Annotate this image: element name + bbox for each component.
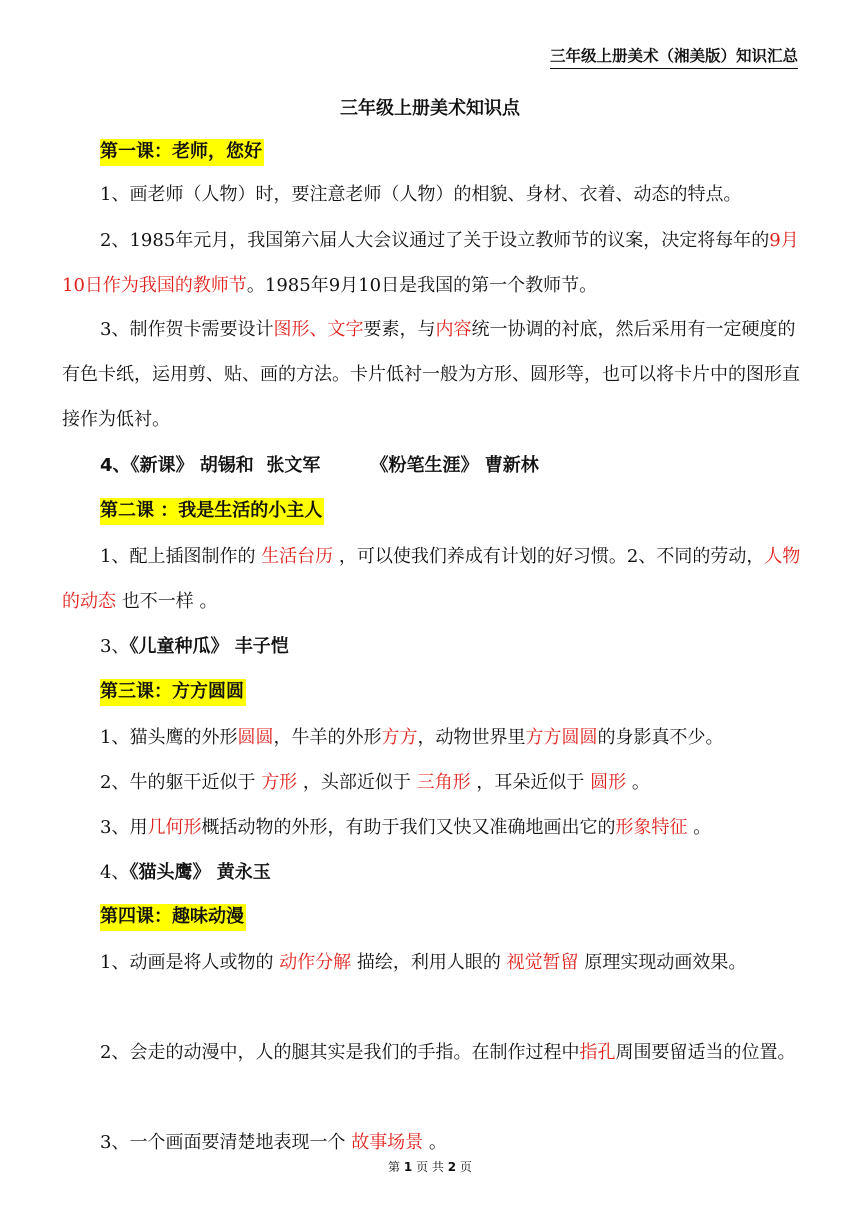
highlight-round: 圆圆 xyxy=(237,727,274,748)
highlight-story-scene: 故事场景 xyxy=(351,1132,424,1153)
lesson1-heading-line xyxy=(62,129,802,174)
text-run: 。 xyxy=(423,1132,447,1153)
highlight-finger-holes: 指孔 xyxy=(579,1042,616,1063)
artwork-title: 《猫头鹰》 黄永玉 xyxy=(129,862,271,883)
text-run: 2、1985年元月，我国第六届人大会议通过了关于设立教师节的议案，决定将每年的 xyxy=(100,230,770,251)
text-run: 概括动物的外形，有助于我们又快又准确地画出它的 xyxy=(201,817,616,838)
lesson2-heading: 第二课 ：我是生活的小主人 xyxy=(100,498,324,525)
lesson4-paragraph-1 xyxy=(62,940,802,985)
lesson3-paragraph-1 xyxy=(62,715,802,760)
highlight-triangle: 三角形 xyxy=(416,772,471,793)
footer-text: 页 xyxy=(459,1160,472,1174)
page-title: 三年级上册美术知识点 xyxy=(340,98,520,119)
lesson1-artworks: 4、《新课》 胡锡和 张文军 《粉笔生涯》 曹新林 xyxy=(100,455,539,476)
lesson1-heading: 第一课：老师，您好 xyxy=(100,139,264,166)
highlight-motion-decomposition: 动作分解 xyxy=(279,952,352,973)
text-run: 的身影真不少。 xyxy=(597,727,724,748)
text-run: ，可以使我们养成有计划的好习惯。2、不同的劳动， xyxy=(333,546,765,567)
text-run: 3、一个画面要清楚地表现一个 xyxy=(100,1132,352,1153)
text-run: ，耳朵近似于 xyxy=(470,772,591,793)
highlight-geometric: 几何形 xyxy=(147,817,202,838)
lesson1-paragraph-3 xyxy=(62,307,802,442)
text-run: 统一协调的衬底，然后采用有一定硬度的有色卡纸，运用剪、贴、画的方法。卡片低衬一般为方形、圆形等，也可以将卡片中的图形直接作为低衬。 xyxy=(62,319,800,430)
highlight-square: 方方 xyxy=(381,727,418,748)
text-run: 。 xyxy=(626,772,650,793)
text-run: 也不一样 。 xyxy=(116,591,218,612)
text-run: 要素，与 xyxy=(363,319,436,340)
text-run: 。1985年9月10日是我国的第一个教师节。 xyxy=(246,275,598,296)
text-run: 描绘，利用人眼的 xyxy=(351,952,507,973)
text-run: 1、配上插图制作的 xyxy=(100,546,262,567)
lesson3-paragraph-2 xyxy=(62,760,802,805)
text-run: ，牛羊的外形 xyxy=(273,727,382,748)
highlight-calendar: 生活台历 xyxy=(261,546,334,567)
highlight-content: 内容 xyxy=(435,319,472,340)
footer-text: 页 共 xyxy=(416,1160,444,1174)
lesson2-heading-line xyxy=(62,488,802,533)
lesson1-paragraph-1: 1、画老师（人物）时，要注意老师（人物）的相貌、身材、衣着、动态的特点。 xyxy=(100,184,742,205)
text-run: 1、动画是将人或物的 xyxy=(100,952,280,973)
highlight-circle: 圆形 xyxy=(590,772,627,793)
text-run: 3、制作贺卡需要设计 xyxy=(100,319,274,340)
lesson4-heading-line xyxy=(62,894,802,939)
lesson3-artworks xyxy=(62,850,802,895)
text-run: 。 xyxy=(687,817,712,838)
text-run: 周围要留适当的位置。 xyxy=(615,1042,796,1063)
lesson3-paragraph-3 xyxy=(62,805,802,850)
text-run: ，动物世界里 xyxy=(417,727,526,748)
highlight-square-round: 方方圆圆 xyxy=(525,727,598,748)
text-run: ，头部近似于 xyxy=(297,772,417,793)
highlight-teachers-day: 9月10日作为我国的教师节 xyxy=(62,230,799,296)
page-total: 2 xyxy=(447,1160,457,1174)
text-run: 2、牛的躯干近似于 xyxy=(100,772,262,793)
footer-text: 第 xyxy=(388,1160,401,1174)
text-run: 原理实现动画效果。 xyxy=(578,952,747,973)
highlight-square-shape: 方形 xyxy=(261,772,298,793)
highlight-graphics-text: 图形、文字 xyxy=(273,319,364,340)
text-run: 2、会走的动漫中，人的腿其实是我们的手指。在制作过程中 xyxy=(100,1042,580,1063)
lesson1-paragraph-2 xyxy=(62,218,802,308)
lesson2-artworks xyxy=(62,624,802,669)
highlight-persistence-of-vision: 视觉暂留 xyxy=(506,952,579,973)
page-header: 三年级上册美术（湘美版）知识汇总 xyxy=(550,44,798,69)
highlight-features: 形象特征 xyxy=(615,817,688,838)
lesson3-heading-line xyxy=(62,669,802,714)
artwork-title: 《儿童种瓜》 丰子恺 xyxy=(129,636,289,657)
page-number: 1 xyxy=(403,1160,413,1174)
text-run: 3、 xyxy=(100,636,130,657)
text-run: 4、 xyxy=(100,862,130,883)
lesson3-heading: 第三课：方方圆圆 xyxy=(100,679,246,706)
highlight-figure-motion: 人物的动态 xyxy=(62,546,801,612)
text-run: 1、猫头鹰的外形 xyxy=(100,727,238,748)
lesson2-paragraph-1 xyxy=(62,534,802,624)
lesson4-paragraph-2 xyxy=(62,1030,802,1075)
page-footer xyxy=(0,1158,860,1175)
text-run: 3、用 xyxy=(100,817,148,838)
lesson4-heading: 第四课：趣味动漫 xyxy=(100,904,246,931)
